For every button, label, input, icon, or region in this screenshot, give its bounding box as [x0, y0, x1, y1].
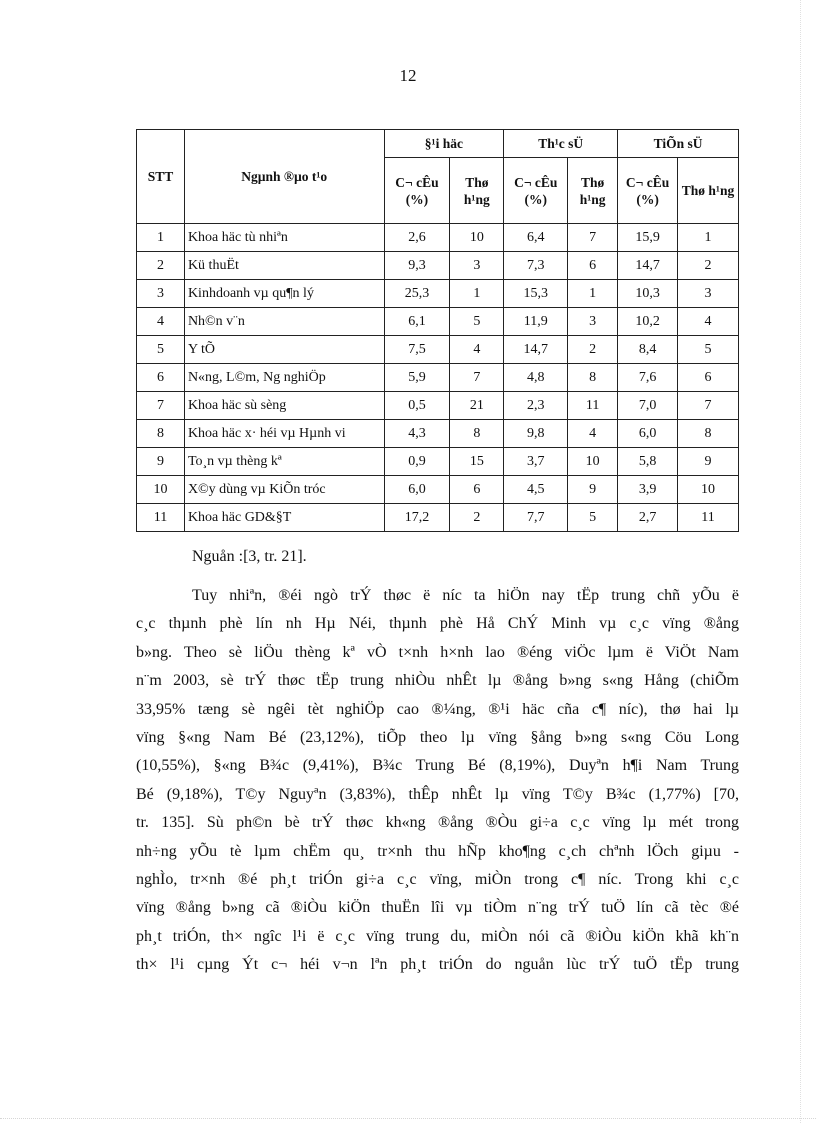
cell-doctorate-rank: 9 [678, 448, 739, 476]
page-edge-divider [800, 0, 801, 1123]
header-university-rank: Thø h¹ng [450, 158, 504, 224]
paragraph-line: vïng §«ng Nam Bé (23,12%), tiÕp theo lµ vïng §ång b»ng s«ng Cöu Long [136, 729, 739, 747]
paragraph-line: b»ng. Theo sè liÖu thèng kª vÒ t×nh h×nh lao ®éng viÖc lµm ë ViÖt Nam [136, 643, 739, 661]
cell-stt: 3 [137, 280, 185, 308]
cell-university-ratio: 9,3 [384, 252, 450, 280]
paragraph-line: nghÌo, tr×nh ®é ph¸t triÓn gi÷a c¸c vïng, miÒn trong c¶ níc. Trong khi c¸c [136, 871, 739, 889]
header-doctorate: TiÕn sÜ [618, 130, 739, 158]
cell-doctorate-rank: 4 [678, 308, 739, 336]
cell-stt: 10 [137, 476, 185, 504]
paragraph-line: tr. 135]. Sù ph©n bè trÝ thøc kh«ng ®ång ®Òu gi÷a c¸c vïng lµ mét trong [136, 814, 739, 832]
table-row [137, 336, 739, 364]
cell-university-ratio: 17,2 [384, 504, 450, 532]
cell-university-rank: 5 [450, 308, 504, 336]
cell-masters-rank: 1 [568, 280, 618, 308]
header-university-ratio: C¬ cÊu (%) [384, 158, 450, 224]
cell-university-rank: 7 [450, 364, 504, 392]
cell-university-rank: 4 [450, 336, 504, 364]
cell-doctorate-rank: 11 [678, 504, 739, 532]
cell-major: Khoa häc sù sèng [184, 392, 384, 420]
cell-masters-rank: 5 [568, 504, 618, 532]
cell-doctorate-ratio: 8,4 [618, 336, 678, 364]
cell-stt: 6 [137, 364, 185, 392]
cell-masters-ratio: 14,7 [504, 336, 568, 364]
cell-doctorate-ratio: 10,3 [618, 280, 678, 308]
paragraph-line: 33,95% tæng sè ngêi tèt nghiÖp cao ®¼ng, ®¹i häc cña c¶ níc), thø hai lµ [136, 700, 739, 718]
cell-doctorate-rank: 1 [678, 224, 739, 252]
cell-university-ratio: 2,6 [384, 224, 450, 252]
cell-masters-rank: 10 [568, 448, 618, 476]
paragraph-line: (10,55%), §«ng B¾c (9,41%), B¾c Trung Bé (8,19%), Duyªn h¶i Nam Trung [136, 757, 739, 775]
cell-major: N«ng, L©m, Ng nghiÖp [184, 364, 384, 392]
cell-stt: 2 [137, 252, 185, 280]
cell-doctorate-ratio: 7,6 [618, 364, 678, 392]
cell-masters-rank: 2 [568, 336, 618, 364]
cell-doctorate-ratio: 3,9 [618, 476, 678, 504]
cell-stt: 11 [137, 504, 185, 532]
table-row [137, 280, 739, 308]
cell-masters-ratio: 4,8 [504, 364, 568, 392]
cell-doctorate-rank: 5 [678, 336, 739, 364]
table-row [137, 364, 739, 392]
cell-stt: 9 [137, 448, 185, 476]
cell-university-ratio: 0,9 [384, 448, 450, 476]
cell-doctorate-rank: 3 [678, 280, 739, 308]
header-major: Ngµnh ®µo t¹o [184, 130, 384, 224]
table-row [137, 504, 739, 532]
paragraph-line: Bé (9,18%), T©y Nguyªn (3,83%), thÊp nhÊt lµ vïng T©y B¾c (1,77%) [70, [136, 785, 739, 803]
paragraph-line: c¸c thµnh phè lín nh Hµ Néi, thµnh phè Hå ChÝ Minh vµ c¸c vïng ®ång [136, 615, 739, 633]
cell-doctorate-rank: 10 [678, 476, 739, 504]
cell-major: Khoa häc tù nhiªn [184, 224, 384, 252]
cell-masters-rank: 6 [568, 252, 618, 280]
cell-major: Nh©n v¨n [184, 308, 384, 336]
header-stt: STT [137, 130, 185, 224]
cell-masters-rank: 3 [568, 308, 618, 336]
cell-doctorate-ratio: 7,0 [618, 392, 678, 420]
paragraph-line: ph¸t triÓn, th× ngîc l¹i ë c¸c vïng trung du, miÒn nói cã ®iÒu kiÖn khã kh¨n [136, 927, 739, 945]
cell-major: Kinhdoanh vµ qu¶n lý [184, 280, 384, 308]
table-row [137, 448, 739, 476]
paragraph-line: n¨m 2003, sè trÝ thøc tËp trung nhiÒu nhÊt lµ ®ång b»ng s«ng Hång (chiÕm [136, 672, 739, 690]
cell-doctorate-ratio: 15,9 [618, 224, 678, 252]
cell-stt: 4 [137, 308, 185, 336]
cell-university-ratio: 5,9 [384, 364, 450, 392]
cell-masters-ratio: 2,3 [504, 392, 568, 420]
cell-doctorate-ratio: 10,2 [618, 308, 678, 336]
cell-stt: 1 [137, 224, 185, 252]
table-row [137, 392, 739, 420]
cell-masters-ratio: 15,3 [504, 280, 568, 308]
cell-university-ratio: 25,3 [384, 280, 450, 308]
cell-doctorate-rank: 8 [678, 420, 739, 448]
cell-university-ratio: 6,0 [384, 476, 450, 504]
body-paragraph [136, 582, 739, 980]
cell-doctorate-ratio: 2,7 [618, 504, 678, 532]
cell-major: Khoa häc x· héi vµ Hµnh vi [184, 420, 384, 448]
cell-doctorate-rank: 6 [678, 364, 739, 392]
cell-masters-rank: 9 [568, 476, 618, 504]
paragraph-line: th× l¹i cµng Ýt c¬ héi v¬n lªn ph¸t triÓn do nguån lùc trÝ tuÖ tËp trung [136, 956, 739, 974]
table-row [137, 224, 739, 252]
page-number: 12 [399, 66, 417, 85]
table-row [137, 308, 739, 336]
statistics-table [136, 129, 739, 532]
header-doctorate-rank: Thø h¹ng [678, 158, 739, 224]
cell-stt: 8 [137, 420, 185, 448]
cell-university-rank: 2 [450, 504, 504, 532]
cell-university-rank: 1 [450, 280, 504, 308]
header-masters-rank: Thø h¹ng [568, 158, 618, 224]
cell-university-rank: 21 [450, 392, 504, 420]
cell-doctorate-ratio: 14,7 [618, 252, 678, 280]
cell-masters-ratio: 4,5 [504, 476, 568, 504]
paragraph-line: vïng ®ång b»ng cã ®iÒu kiÖn thuËn lîi vµ tiÒm n¨ng trÝ tuÖ lín cã tèc ®é [136, 899, 739, 917]
cell-masters-ratio: 7,7 [504, 504, 568, 532]
cell-stt: 5 [137, 336, 185, 364]
cell-university-ratio: 4,3 [384, 420, 450, 448]
cell-university-rank: 15 [450, 448, 504, 476]
header-masters-ratio: C¬ cÊu (%) [504, 158, 568, 224]
header-university: §¹i häc [384, 130, 504, 158]
paragraph-line: nh÷ng yÕu tè lµm chËm qu¸ tr×nh thu hÑp kho¶ng c¸ch chªnh lÖch giµu - [136, 842, 739, 860]
table-row [137, 252, 739, 280]
cell-masters-rank: 8 [568, 364, 618, 392]
table-row [137, 420, 739, 448]
cell-doctorate-ratio: 5,8 [618, 448, 678, 476]
table-row [137, 476, 739, 504]
cell-university-ratio: 6,1 [384, 308, 450, 336]
cell-major: X©y dùng vµ KiÕn tróc [184, 476, 384, 504]
cell-masters-rank: 7 [568, 224, 618, 252]
cell-major: Y tÕ [184, 336, 384, 364]
cell-masters-rank: 11 [568, 392, 618, 420]
cell-university-rank: 10 [450, 224, 504, 252]
cell-masters-ratio: 9,8 [504, 420, 568, 448]
cell-doctorate-ratio: 6,0 [618, 420, 678, 448]
cell-university-rank: 6 [450, 476, 504, 504]
cell-major: To¸n vµ thèng kª [184, 448, 384, 476]
cell-doctorate-rank: 2 [678, 252, 739, 280]
paragraph-line: Tuy nhiªn, ®éi ngò trÝ thøc ë níc ta hiÖn nay tËp trung chñ yÕu ë [192, 587, 739, 604]
cell-major: Khoa häc GD&§T [184, 504, 384, 532]
cell-masters-rank: 4 [568, 420, 618, 448]
cell-university-ratio: 0,5 [384, 392, 450, 420]
cell-masters-ratio: 11,9 [504, 308, 568, 336]
cell-masters-ratio: 7,3 [504, 252, 568, 280]
cell-university-rank: 3 [450, 252, 504, 280]
header-masters: Th¹c sÜ [504, 130, 618, 158]
header-doctorate-ratio: C¬ cÊu (%) [618, 158, 678, 224]
cell-stt: 7 [137, 392, 185, 420]
cell-masters-ratio: 3,7 [504, 448, 568, 476]
cell-major: Kü thuËt [184, 252, 384, 280]
cell-university-rank: 8 [450, 420, 504, 448]
cell-masters-ratio: 6,4 [504, 224, 568, 252]
cell-university-ratio: 7,5 [384, 336, 450, 364]
cell-doctorate-rank: 7 [678, 392, 739, 420]
source-note: Nguån :[3, tr. 21]. [192, 548, 307, 565]
page-edge-divider [0, 1118, 816, 1119]
